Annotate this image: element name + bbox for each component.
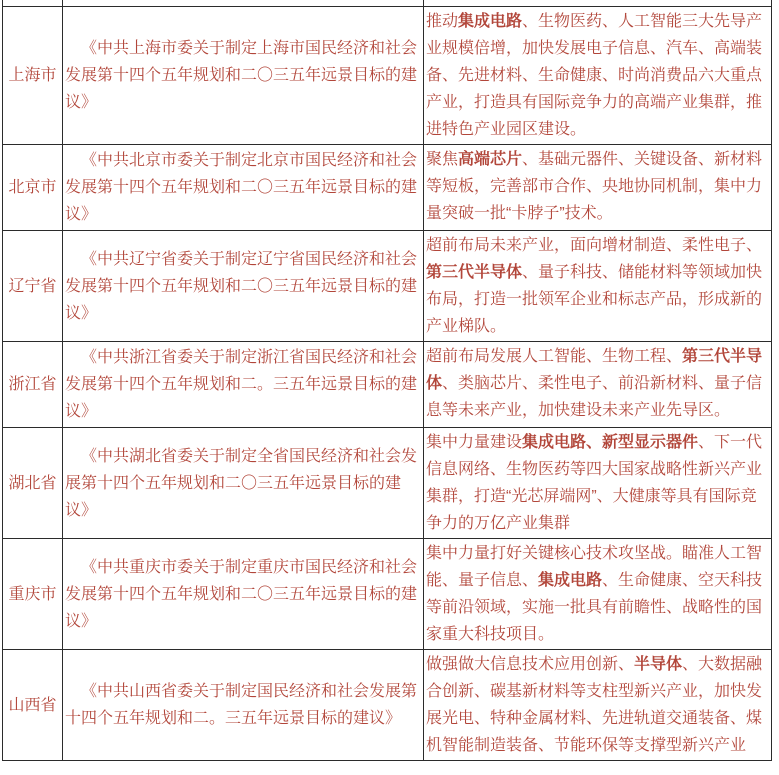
province-name: 辽宁省 <box>3 231 63 342</box>
content-segment-bold: 集成电路 <box>458 13 523 30</box>
content-segment: 、生命健康、空天科技等前沿领域，实施一批具有前瞻性、战略性的国家重大科技项目。 <box>426 572 763 643</box>
province-name: 重庆市 <box>3 539 63 650</box>
table-row <box>3 428 772 539</box>
document-title-cell <box>63 231 424 342</box>
document-title-cell <box>63 428 424 539</box>
document-title: 《中共北京市委关于制定北京市国民经济和社会发展第十四个五年规划和二〇三五年远景目标的建议》 <box>65 152 418 223</box>
content-segment: 聚焦 <box>426 151 459 168</box>
document-title: 《中共山西省委关于制定国民经济和社会发展第十四个五年规划和二。三五年远景目标的建议》 <box>65 683 418 727</box>
province-name: 浙江省 <box>3 342 63 428</box>
provincial-plans-table <box>2 0 772 761</box>
content-segment-bold: 第三代半导体 <box>426 348 763 392</box>
document-title-cell <box>63 539 424 650</box>
content-segment-bold: 第三代半导体 <box>426 264 523 281</box>
document-title-cell <box>63 7 424 145</box>
table-body <box>3 0 772 761</box>
table-row <box>3 342 772 428</box>
content-segment-bold: 高端芯片 <box>458 151 523 168</box>
province-name: 山西省 <box>3 650 63 761</box>
content-cell <box>424 650 772 761</box>
province-name: 上海市 <box>3 7 63 145</box>
content-segment: 、生物医药、人工智能三大先导产业规模倍增，加快发展电子信息、汽车、高端装备、先进材料、生命健康、时尚消费品六大重点产业，打造具有国际竞争力的高端产业集群，推进特色产业园区建设。 <box>426 13 763 138</box>
document-title: 《中共重庆市委关于制定重庆市国民经济和社会发展第十四个五年规划和二〇三五年远景目标的建议》 <box>65 558 418 630</box>
document-title: 《中共浙江省委关于制定浙江省国民经济和社会发展第十四个五年规划和二。三五年远景目标的建议》 <box>65 349 418 420</box>
document-title-cell <box>63 342 424 428</box>
content-segment: 、大数据融合创新、碳基新材料等支柱型新兴产业，加快发展光电、特种金属材料、先进轨道交通装备、煤机智能制造装备、节能环保等支撑型新兴产业 <box>426 656 763 754</box>
document-title-cell <box>63 650 424 761</box>
province-name: 湖北省 <box>3 428 63 539</box>
content-segment: 推动 <box>426 13 459 30</box>
content-cell <box>424 539 772 650</box>
document-title-cell <box>63 145 424 231</box>
content-segment: 做强做大信息技术应用创新、 <box>426 656 635 673</box>
table-row <box>3 145 772 231</box>
content-segment: 、基础元器件、关键设备、新材料等短板，完善部市合作、央地协同机制，集中力量突破一批“卡脖子”技术。 <box>426 151 763 222</box>
content-segment: 超前布局未来产业，面向增材制造、柔性电子、 <box>426 237 763 254</box>
content-segment: 、下一代信息网络、生物医药等四大国家战略性新兴产业集群，打造“光芯屏端网”、大健康等具有国际竞争力的万亿产业集群 <box>426 434 763 532</box>
content-segment: 超前布局发展人工智能、生物工程、 <box>426 348 683 365</box>
document-title: 《中共湖北省委关于制定全省国民经济和社会发展第十四个五年规划和二〇三五年远景目标的建议》 <box>65 447 418 519</box>
content-cell <box>424 231 772 342</box>
content-cell <box>424 145 772 231</box>
content-segment: 集中力量打好关键核心技术攻坚战。瞄准人工智能、量子信息、 <box>426 545 763 589</box>
content-segment: 集中力量建设 <box>426 434 523 451</box>
content-segment-bold: 半导体 <box>634 656 683 673</box>
table-row <box>3 539 772 650</box>
table-row <box>3 7 772 145</box>
content-cell <box>424 428 772 539</box>
document-title: 《中共辽宁省委关于制定辽宁省国民经济和社会发展第十四个五年规划和二〇三五年远景目标的建议》 <box>65 250 418 322</box>
table-row <box>3 231 772 342</box>
content-segment: 、类脑芯片、柔性电子、前沿新材料、量子信息等未来产业，加快建设未来产业先导区。 <box>426 375 763 419</box>
content-segment-bold: 集成电路 <box>538 572 603 589</box>
document-title: 《中共上海市委关于制定上海市国民经济和社会发展第十四个五年规划和二〇三五年远景目标的建议》 <box>65 40 418 111</box>
content-segment: 、量子科技、储能材料等领域加快布局，打造一批领军企业和标志产品，形成新的产业梯队。 <box>426 264 763 335</box>
province-name: 北京市 <box>3 145 63 231</box>
content-cell <box>424 342 772 428</box>
table-row <box>3 650 772 761</box>
content-segment-bold: 集成电路、新型显示器件 <box>522 434 699 451</box>
content-cell <box>424 7 772 145</box>
